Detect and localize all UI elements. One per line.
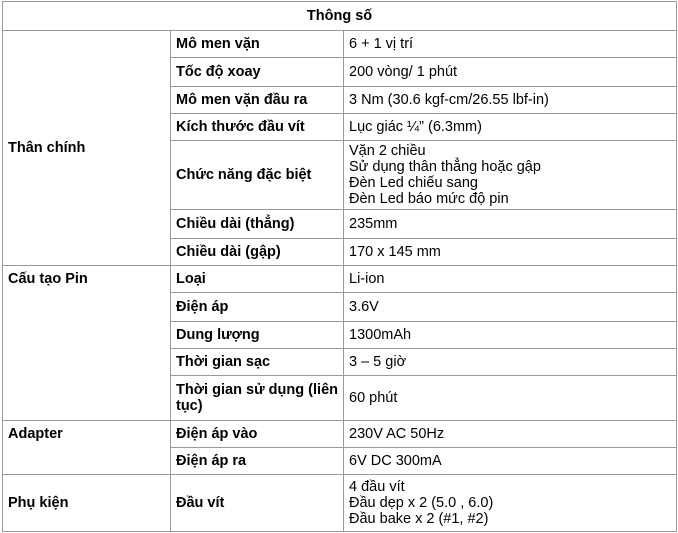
spec-label: Chiều dài (thẳng) xyxy=(171,210,344,239)
spec-label: Chức năng đặc biệt xyxy=(171,141,344,210)
spec-value xyxy=(344,141,677,210)
spec-value: 3 Nm (30.6 kgf-cm/26.55 lbf-in) xyxy=(344,87,677,114)
value-line: Sử dụng thân thẳng hoặc gập xyxy=(349,159,541,175)
spec-value xyxy=(344,475,677,532)
group-cell: Adapter xyxy=(3,421,171,475)
spec-label: Đầu vít xyxy=(171,475,344,532)
spec-label: Loại xyxy=(171,266,344,293)
table-row xyxy=(3,31,677,58)
spec-value: 6 + 1 vị trí xyxy=(344,31,677,58)
spec-table xyxy=(2,1,677,532)
table-row xyxy=(3,421,677,448)
value-line: Đèn Led chiếu sang xyxy=(349,175,478,191)
spec-value: 230V AC 50Hz xyxy=(344,421,677,448)
spec-label: Thời gian sử dụng (liên tục) xyxy=(171,376,344,421)
spec-label: Mô men vặn đầu ra xyxy=(171,87,344,114)
spec-value: 6V DC 300mA xyxy=(344,448,677,475)
spec-label: Điện áp vào xyxy=(171,421,344,448)
spec-value: 1300mAh xyxy=(344,322,677,349)
spec-value: 3.6V xyxy=(344,293,677,322)
spec-value: 200 vòng/ 1 phút xyxy=(344,58,677,87)
spec-label: Kích thước đầu vít xyxy=(171,114,344,141)
value-line: Vặn 2 chiều xyxy=(349,143,426,159)
spec-label: Dung lượng xyxy=(171,322,344,349)
group-cell: Cấu tạo Pin xyxy=(3,266,171,421)
group-cell: Phụ kiện xyxy=(3,475,171,532)
spec-value: Li-ion xyxy=(344,266,677,293)
value-line: Đầu bake x 2 (#1, #2) xyxy=(349,511,489,527)
spec-label: Điện áp ra xyxy=(171,448,344,475)
value-line: Đèn Led báo mức độ pin xyxy=(349,191,509,207)
value-line: Đầu dẹp x 2 (5.0 , 6.0) xyxy=(349,495,494,511)
table-row xyxy=(3,475,677,532)
value-line: 4 đầu vít xyxy=(349,479,405,495)
spec-label: Chiều dài (gập) xyxy=(171,239,344,266)
table-row xyxy=(3,266,677,293)
spec-value: 3 – 5 giờ xyxy=(344,349,677,376)
spec-label: Tốc độ xoay xyxy=(171,58,344,87)
spec-value: Lục giác ¼” (6.3mm) xyxy=(344,114,677,141)
spec-label: Mô men vặn xyxy=(171,31,344,58)
table-title: Thông số xyxy=(3,2,677,31)
spec-value: 170 x 145 mm xyxy=(344,239,677,266)
spec-label: Thời gian sạc xyxy=(171,349,344,376)
spec-label: Điện áp xyxy=(171,293,344,322)
group-cell: Thân chính xyxy=(3,31,171,266)
spec-value: 60 phút xyxy=(344,376,677,421)
spec-value: 235mm xyxy=(344,210,677,239)
